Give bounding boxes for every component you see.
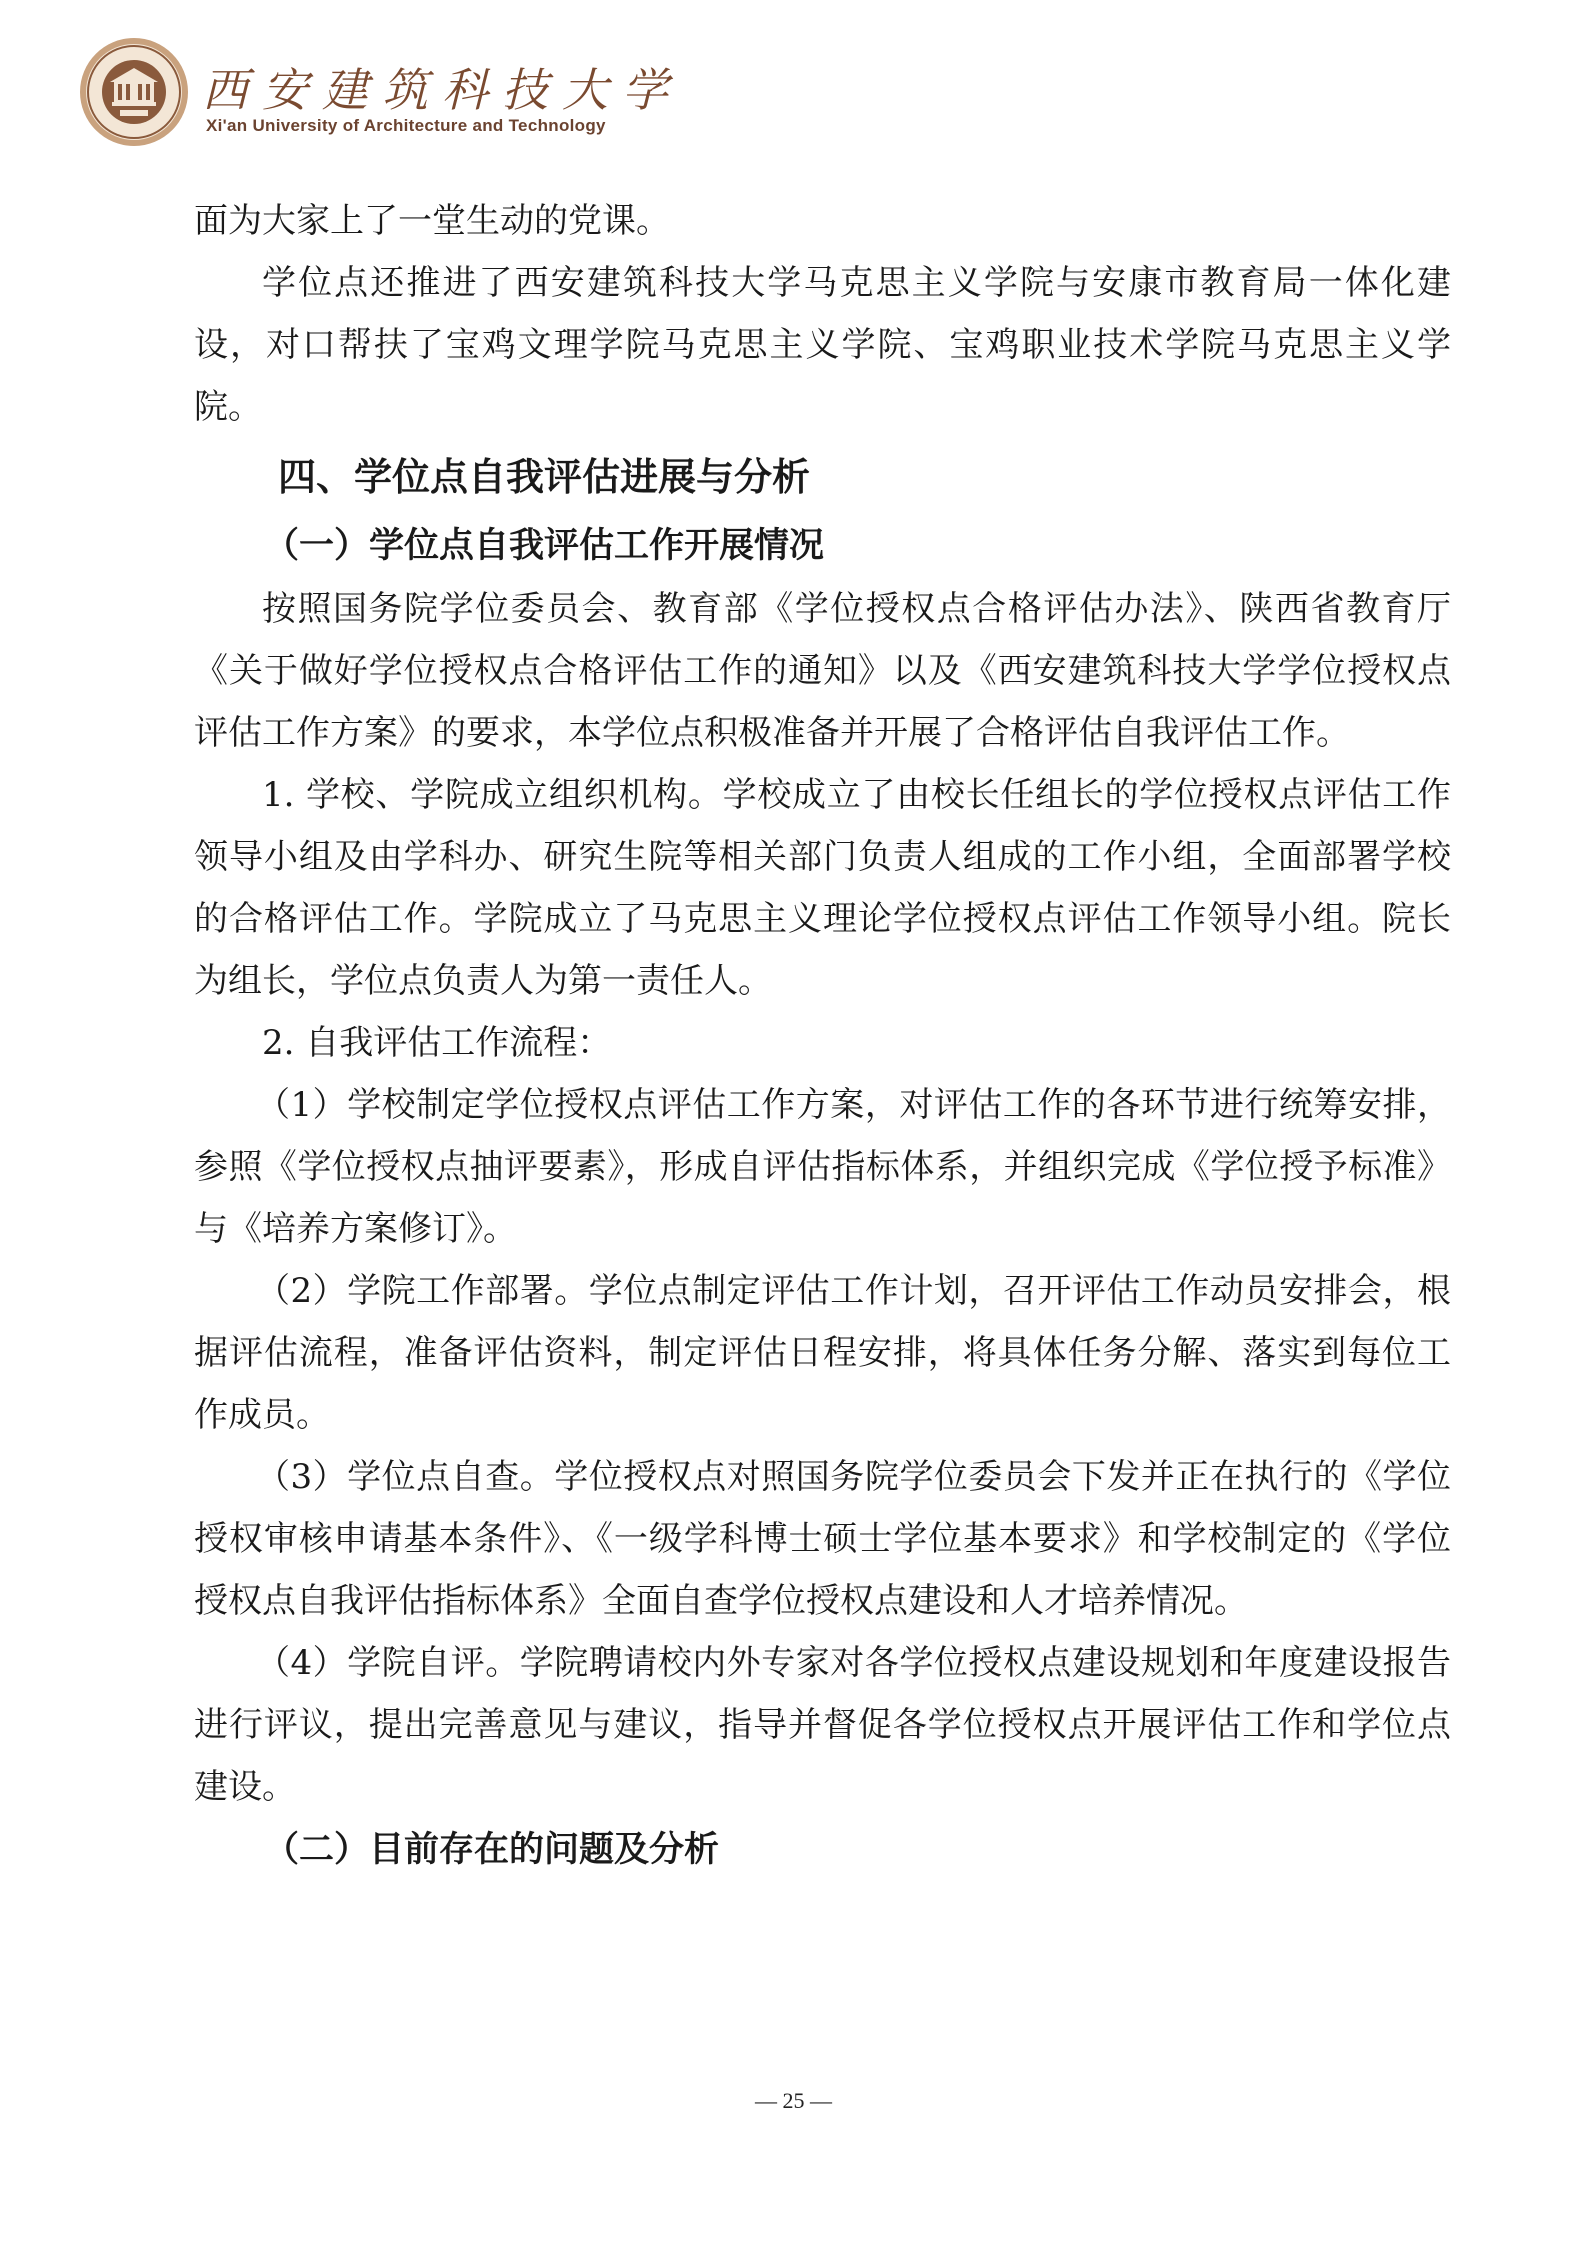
paragraph: （4）学院自评。学院聘请校内外专家对各学位授权点建设规划和年度建设报告进行评议，提出完善意见与建议，指导并督促各学位授权点开展评估工作和学位点建设。 [194,1643,1451,1807]
university-name-cn: 西安建筑科技大学 [202,63,682,117]
paragraph: 2. 自我评估工作流程： [262,1023,612,1063]
paragraph: （3）学位点自查。学位授权点对照国务院学位委员会下发并正在执行的《学位授权审核申请基本条件》、《一级学科博士硕士学位基本要求》和学校制定的《学位授权点自我评估指标体系》全面自查学位授权点建设和人才培养情况。 [194,1457,1451,1621]
paragraph: 1. 学校、学院成立组织机构。学校成立了由校长任组长的学位授权点评估工作领导小组及由学科办、研究生院等相关部门负责人组成的工作小组，全面部署学校的合格评估工作。学院成立了马克思主义理论学位授权点评估工作领导小组。院长为组长，学位点负责人为第一责任人。 [194,775,1451,1001]
university-name-en: Xi'an University of Architecture and Technology [206,116,606,135]
paragraph: （1）学校制定学位授权点评估工作方案，对评估工作的各环节进行统筹安排，参照《学位授权点抽评要素》，形成自评估指标体系，并组织完成《学位授予标准》与《培养方案修订》。 [194,1085,1451,1249]
document-body [194,190,1451,1882]
paragraph: 按照国务院学位委员会、教育部《学位授权点合格评估办法》、陕西省教育厅《关于做好学位授权点合格评估工作的通知》以及《西安建筑科技大学学位授权点评估工作方案》的要求，本学位点积极准备并开展了合格评估自我评估工作。 [194,589,1451,753]
page-number: — 25 — [755,2088,832,2113]
university-seal-icon [78,36,190,148]
paragraph: 学位点还推进了西安建筑科技大学马克思主义学院与安康市教育局一体化建设，对口帮扶了宝鸡文理学院马克思主义学院、宝鸡职业技术学院马克思主义学院。 [194,263,1451,427]
subsection-heading: （二）目前存在的问题及分析 [264,1830,720,1870]
paragraph: （2）学院工作部署。学位点制定评估工作计划，召开评估工作动员安排会，根据评估流程，准备评估资料，制定评估日程安排，将具体任务分解、落实到每位工作成员。 [194,1271,1451,1435]
page-header [78,36,682,151]
subsection-heading: （一）学位点自我评估工作开展情况 [264,526,825,566]
section-heading: 四、学位点自我评估进展与分析 [278,455,811,499]
paragraph: 面为大家上了一堂生动的党课。 [194,201,670,241]
